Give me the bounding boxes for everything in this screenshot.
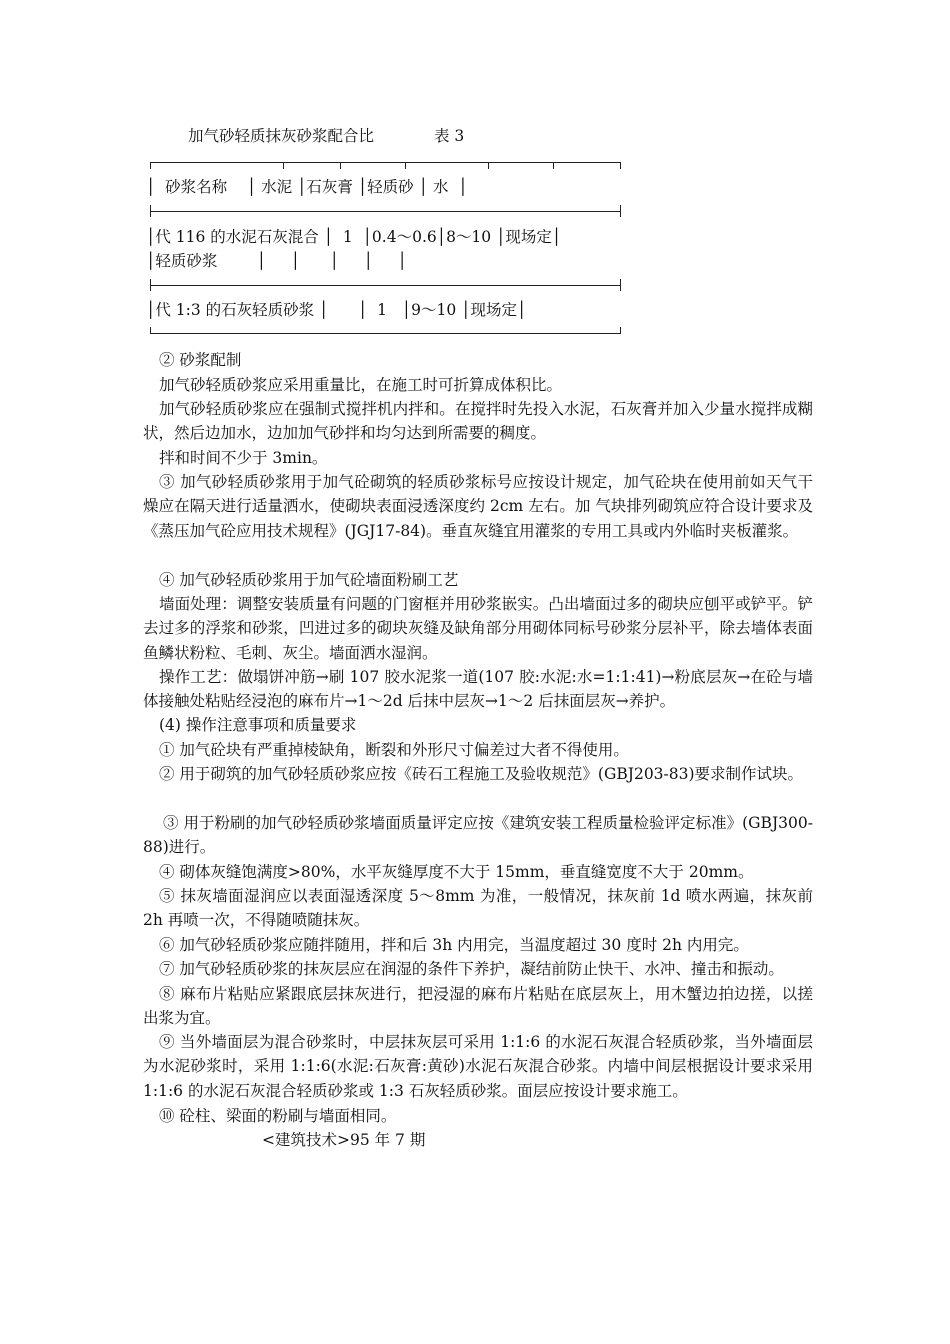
table-tick xyxy=(150,279,151,291)
paragraph: ② 用于砌筑的加气砂轻质砂浆应按《砖石工程施工及验收规范》(GBJ203-83)要求制作试块。 xyxy=(159,765,804,783)
table-rule-bottom xyxy=(150,333,621,334)
table-tick xyxy=(620,279,621,291)
table-title: 加气砂轻质抹灰砂浆配合比 xyxy=(188,127,375,145)
paragraph: 操作工艺：做塌饼冲筋→刷 107 胶水泥浆一道(107 胶:水泥:水=1:1:41)→粉底层灰→在砼与墙体接触处粘贴经浸泡的麻布片→1～2d 后抹中层灰→1～2 后抹面层灰→养护。 xyxy=(143,668,813,711)
table-rule-2 xyxy=(150,211,621,212)
table-row-2-line-1: │代 1:3 的石灰轻质砂浆 │ │ 1 │9～10 │现场定│ xyxy=(146,301,527,319)
table-rule-3 xyxy=(150,285,621,286)
table-tick xyxy=(620,162,621,169)
table-tick xyxy=(553,162,554,169)
source-citation: <建筑技术>95 年 7 期 xyxy=(262,1131,426,1149)
paragraph: ④ 加气砂轻质砂浆用于加气砼墙面粉刷工艺 xyxy=(159,571,459,589)
table-rule-top xyxy=(150,162,621,163)
table-tick xyxy=(150,162,151,169)
paragraph: ⑧ 麻布片粘贴应紧跟底层抹灰进行，把浸湿的麻布片粘贴在底层灰上，用木蟹边拍边搓，以搓出浆为宜。 xyxy=(143,985,813,1028)
paragraph: ⑦ 加气砂轻质砂浆的抹灰层应在润湿的条件下养护，凝结前防止快干、水冲、撞击和振动。 xyxy=(159,960,784,978)
paragraph: (4) 操作注意事项和质量要求 xyxy=(159,716,357,734)
paragraph: ⑩ 砼柱、梁面的粉刷与墙面相同。 xyxy=(159,1107,397,1125)
table-tick xyxy=(620,327,621,334)
table-tick xyxy=(340,162,341,169)
table-number: 表 3 xyxy=(434,127,465,145)
paragraph: 加气砂轻质砂浆应在强制式搅拌机内拌和。在搅拌时先投入水泥，石灰膏并加入少量水搅拌成糊状，然后边加水，边加加气砂拌和均匀达到所需要的稠度。 xyxy=(143,400,813,443)
table-tick xyxy=(150,205,151,217)
table-tick xyxy=(150,327,151,334)
paragraph: ⑨ 当外墙面层为混合砂浆时，中层抹灰层可采用 1:1:6 的水泥石灰混合轻质砂浆，当外墙面层为水泥砂浆时，采用 1:1:6(水泥:石灰膏:黄砂)水泥石灰混合砂浆。内墙中间层根据设计要求采用 1:1:6 的水泥石灰混合轻质砂浆或 1:3 石灰轻质砂浆。面层应按设计要求施工。 xyxy=(143,1033,813,1100)
table-tick xyxy=(488,162,489,169)
paragraph: ③ 用于粉刷的加气砂轻质砂浆墙面质量评定应按《建筑安装工程质量检验评定标准》(GBJ300-88)进行。 xyxy=(143,814,813,857)
paragraph: 墙面处理：调整安装质量有问题的门窗框并用砂浆嵌实。凸出墙面过多的砌块应刨平或铲平。铲去过多的浮浆和砂浆，凹进过多的砌块灰缝及缺角部分用砌体同标号砂浆分层补平，除去墙体表面鱼鳞状粉粒、毛刺、灰尘。墙面洒水湿润。 xyxy=(143,595,813,662)
paragraph: ③ 加气砂轻质砂浆用于加气砼砌筑的轻质砂浆标号应按设计规定，加气砼块在使用前如天气干燥应在隔天进行适量洒水，使砌块表面浸透深度约 2cm 左右。加 气块排列砌筑应符合设计要求及《蒸压加气砼应用技术规程》(JGJ17-84)。垂直灰缝宜用灌浆的专用工具或内外临时夹板灌浆。 xyxy=(143,473,813,540)
paragraph: ④ 砌体灰缝饱满度>80%，水平灰缝厚度不大于 15mm，垂直缝宽度不大于 20mm。 xyxy=(159,863,754,881)
table-row-1-line-2: │轻质砂浆 │ │ │ │ │ xyxy=(146,252,407,270)
table-tick xyxy=(283,162,284,169)
table-tick xyxy=(620,205,621,217)
table-header-row: │ 砂浆名称 │ 水泥 │石灰膏 │轻质砂 │ 水 │ xyxy=(146,178,468,196)
paragraph: 拌和时间不少于 3min。 xyxy=(159,449,328,467)
table-row-1-line-1: │代 116 的水泥石灰混合 │ 1 │0.4～0.6│8～10 │现场定│ xyxy=(146,228,562,246)
paragraph: ⑤ 抹灰墙面湿润应以表面湿透深度 5～8mm 为准，一般情况，抹灰前 1d 喷水两遍，抹灰前 2h 再喷一次，不得随喷随抹灰。 xyxy=(143,887,813,930)
table-tick xyxy=(405,162,406,169)
paragraph: ② 砂浆配制 xyxy=(159,351,242,369)
paragraph: 加气砂轻质砂浆应采用重量比，在施工时可折算成体积比。 xyxy=(159,376,563,394)
paragraph: ⑥ 加气砂轻质砂浆应随拌随用，拌和后 3h 内用完，当温度超过 30 度时 2h 内用完。 xyxy=(159,936,749,954)
paragraph: ① 加气砼块有严重掉棱缺角，断裂和外形尺寸偏差过大者不得使用。 xyxy=(159,741,629,759)
